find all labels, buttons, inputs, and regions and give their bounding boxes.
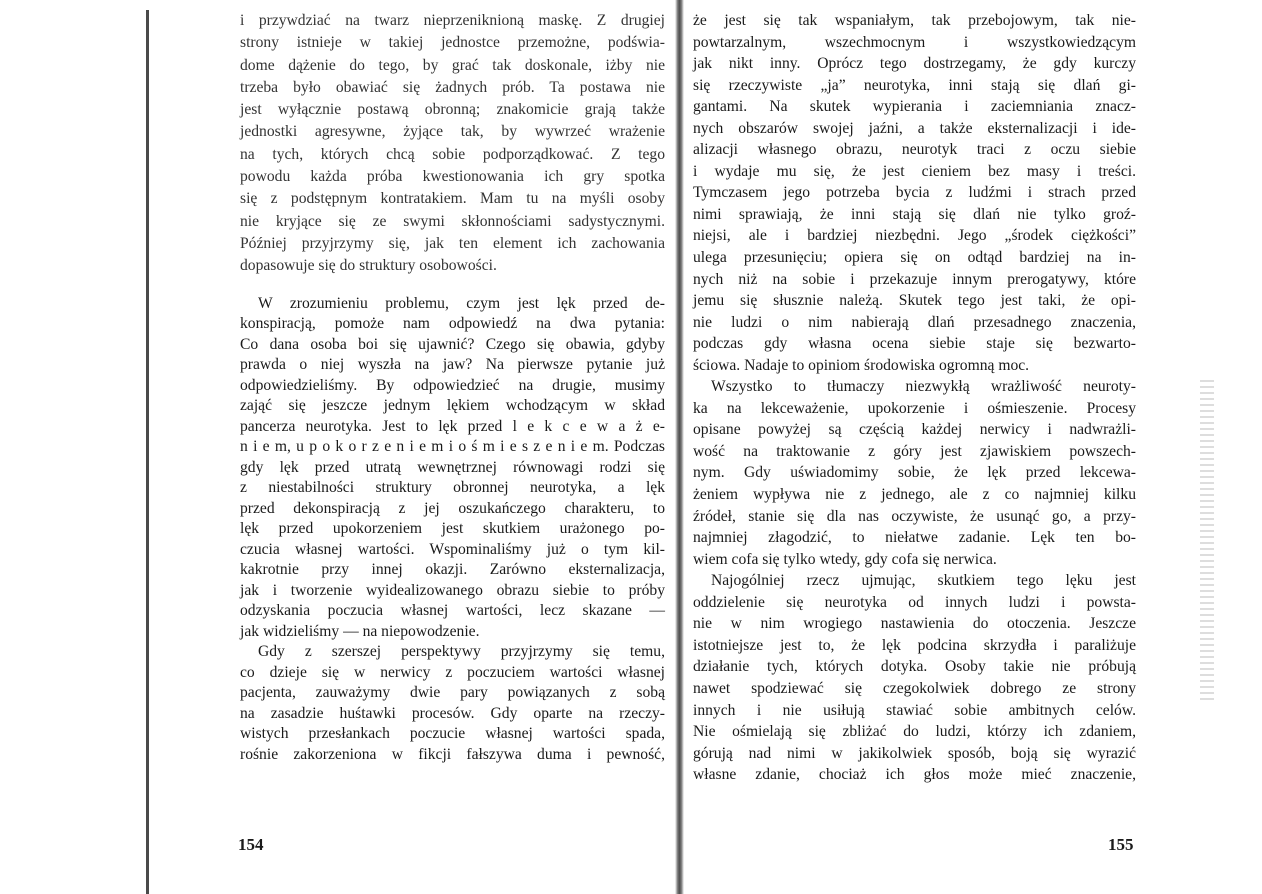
text-line: powodu każda próba kwestionowania ich gry spotka (240, 168, 665, 186)
text-line: wistych przesłankach poczucie własnej wartości spada, (240, 725, 665, 743)
text-line: lęk przed upokorzeniem jest skutkiem urażonego po- (240, 520, 665, 538)
text-line: Gdy z szerszej perspektywy przyjrzymy się temu, (258, 643, 665, 661)
text-line: jak widzieliśmy — na niepowodzenie. (240, 622, 480, 640)
text-line: gantami. Na skutek wypierania i zaciemniania znacz- (693, 98, 1136, 116)
paragraph-gap (240, 278, 665, 294)
text-line: własne zdanie, chociaż ich głos może mieć znaczenie, (693, 766, 1136, 784)
text-line: zająć się jeszcze jednym lękiem wchodzącym w skład (240, 397, 665, 415)
text-line: nych niż na sobie i przekazuje innym prerogatywy, które (693, 270, 1136, 288)
text-line: ulega przesunięciu; opiera się on odtąd bardziej na in- (693, 249, 1136, 267)
text-line: W zrozumieniu problemu, czym jest lęk przed de- (258, 294, 665, 312)
text-line: jest wyłącznie postawą obronną; znakomicie grają także (240, 101, 665, 119)
text-line: nym. Gdy uświadomimy sobie, że lęk przed lekcewa- (693, 464, 1136, 482)
text-line: opisane powyżej są częścią każdej nerwicy i nadwrażli- (693, 421, 1136, 439)
text-line: nie ludzi o nim nabierają dlań przesadnego znaczenia, (693, 313, 1136, 331)
text-line: się rzeczywiste „ja” neurotyka, inni stają się dlań gi- (693, 76, 1136, 94)
paragraph (693, 570, 1136, 785)
text-line: ściowa. Nadaje to opiniom środowiska ogromną moc. (693, 356, 1030, 374)
text-line: że jest się tak wspaniałym, tak przebojowym, tak nie- (693, 12, 1136, 29)
text-line: odzyskania poczucia własnej wartości, lecz skazane — (240, 602, 665, 620)
text-line: i przywdziać na twarz nieprzeniknioną maskę. Z drugiej (240, 12, 665, 29)
text-line: prawda o niej wyszła na jaw? Na pierwsze pytanie już (240, 356, 665, 374)
text-line: na zasadzie huśtawki procesów. Gdy oparte na rzeczy- (240, 704, 665, 722)
text-line: podczas gdy własna ocena siebie staje się bezwarto- (693, 335, 1136, 353)
paragraph (240, 294, 665, 643)
text-line: powtarzalnym, wszechmocnym i wszystkowiedzącym (693, 33, 1136, 51)
text-line: alizacji własnego obrazu, neurotyk traci z oczu siebie (693, 141, 1136, 159)
text-line: górują nad nimi w jakikolwiek sposób, boją się wyrazić (693, 744, 1136, 762)
book-gutter (675, 0, 684, 894)
text-line: na tych, których chcą sobie podporządkować. Z tego (240, 145, 665, 163)
text-line: dopasowuje się do struktury osobowości. (240, 257, 497, 275)
text-line: konspiracją, pomoże nam odpowiedź na dwa pytania: (240, 315, 665, 333)
scan-page-edge-left (146, 10, 149, 894)
text-line: odpowiedzieliśmy. By odpowiedzieć na drugie, musimy (240, 376, 665, 394)
scan-page-edge-right (1200, 380, 1214, 700)
paragraph (693, 376, 1136, 570)
text-line: Najogólniej rzecz ujmując, skutkiem tego lęku jest (711, 572, 1136, 590)
text-line: pancerza neurotyka. Jest to lęk przed l e k c e w a ż e- (240, 417, 665, 435)
paragraph (240, 10, 665, 278)
text-line: Wszystko to tłumaczy niezwykłą wrażliwość neuroty- (711, 378, 1136, 396)
text-line: najmniej złagodzić, to niełatwe zadanie. Lęk ten bo- (693, 529, 1136, 547)
text-line: żeniem wypływa nie z jednego, ale z co najmniej kilku (693, 486, 1136, 504)
text-line: Co dana osoba boi się ujawnić? Czego się obawia, gdyby (240, 335, 665, 353)
text-line: nie w nim wrogiego nastawienia do otoczenia. Jeszcze (693, 615, 1136, 633)
text-line: oddzielenie się neurotyka od innych ludzi i powsta- (693, 593, 1136, 611)
text-line: dome dążenie do tego, by grać tak doskonale, iżby nie (240, 56, 665, 74)
text-line: jak nikt inny. Oprócz tego dostrzegamy, że gdy kurczy (693, 55, 1136, 73)
paragraph (240, 642, 665, 765)
text-line: Nie ośmielają się zbliżać do ludzi, którzy ich zdaniem, (693, 723, 1136, 741)
text-line: ka na lekceważenie, upokorzenie i ośmieszenie. Procesy (693, 399, 1136, 417)
text-line: jak i tworzenie wyidealizowanego obrazu siebie to próby (240, 581, 665, 599)
text-line: nimi sprawiają, że inni stają się dlań nie tylko groź- (693, 205, 1136, 223)
text-line: innych i nie usiłują stawiać sobie ambitnych celów. (693, 701, 1136, 719)
text-line: przed dekonspiracją z jej oszukańczego charakteru, to (240, 499, 665, 517)
text-line: co dzieje się w nerwicy z poczuciem wartości własnej (240, 663, 665, 681)
text-line: istotniejsze jest to, że lęk podcina skrzydła i paraliżuje (693, 636, 1136, 654)
text-line: jednostki agresywne, żyjące tak, by wywrzeć wrażenie (240, 123, 665, 141)
text-line: gdy lęk przed utratą wewnętrznej równowagi rodzi się (240, 458, 665, 476)
left-page-text (240, 10, 665, 765)
text-line: kakrotnie przy innej okazji. Zarówno eksternalizacja, (240, 561, 665, 579)
text-line: się z podstępnym kontratakiem. Mam tu na myśli osoby (240, 190, 665, 208)
text-line: strony istnieje w takiej jednostce przemożne, podświa- (240, 34, 665, 52)
text-line: rośnie zakorzeniona w fikcji fałszywa duma i pewność, (240, 745, 665, 763)
text-line: nawet spodziewać się czegokolwiek dobrego ze strony (693, 679, 1136, 697)
text-line: nych obszarów swojej jaźni, a także eksternalizacji i ide- (693, 119, 1136, 137)
text-line: czucia własnej wartości. Wspominaliśmy już o tym kil- (240, 540, 665, 558)
text-line: Tymczasem jego potrzeba bycia z ludźmi i strach przed (693, 184, 1136, 202)
text-line: wiem cofa się tylko wtedy, gdy cofa się nerwica. (693, 550, 997, 568)
text-line: nie kryjące się ze swymi skłonnościami sadystycznymi. (240, 212, 665, 230)
text-line: n i e m, u p o k o r z e n i e m i o ś m i e s z e n i e m. Podczas (240, 438, 665, 456)
text-line: z niestabilności struktury obronnej neurotyka, a lęk (240, 479, 665, 497)
text-line: i wydaje mu się, że jest cieniem bez masy i treści. (693, 162, 1136, 180)
paragraph (693, 10, 1136, 376)
page-number-left: 154 (238, 835, 264, 854)
right-page-text (693, 10, 1136, 786)
text-line: działanie tych, których dotyka. Osoby takie nie próbują (693, 658, 1136, 676)
text-line: pacjenta, zauważymy dwie pary powiązanych z sobą (240, 684, 665, 702)
text-line: jemu się słusznie należą. Skutek tego jest taki, że opi- (693, 292, 1136, 310)
text-line: niejsi, ale i bardziej niezbędni. Jego „środek ciężkości” (693, 227, 1136, 245)
text-line: wość na traktowanie z góry jest zjawiskiem powszech- (693, 442, 1136, 460)
text-line: źródeł, stanie się dla nas oczywiste, że usunąć go, a przy- (693, 507, 1136, 525)
page-number-right: 155 (1108, 835, 1134, 854)
text-line: trzeba było obawiać się żadnych prób. Ta postawa nie (240, 78, 665, 96)
text-line: Później przyjrzymy się, jak ten element ich zachowania (240, 234, 665, 252)
